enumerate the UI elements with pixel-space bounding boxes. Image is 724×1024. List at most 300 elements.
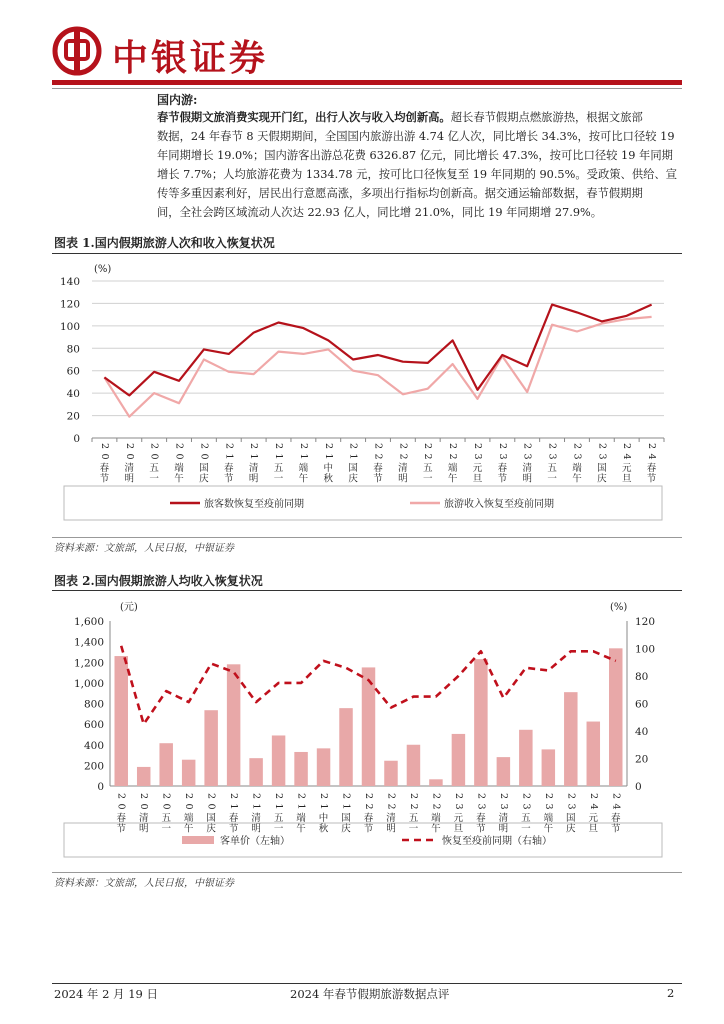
x-tick-label <box>547 443 558 485</box>
x-tick-label-char: 1 <box>318 803 330 810</box>
x-tick-label <box>206 793 217 835</box>
x-tick-label-char: 2 <box>407 792 419 800</box>
x-tick-label-char: 0 <box>115 803 127 810</box>
y-left-tick-label: 1,200 <box>73 657 104 670</box>
y-tick-label: 100 <box>59 320 80 333</box>
x-tick-label-char: 节 <box>476 823 486 835</box>
y-left-axis-unit: (元) <box>120 602 138 613</box>
x-tick-label-char: 端 <box>296 813 306 824</box>
x-tick-label-char: 春 <box>611 813 621 824</box>
x-tick-label <box>565 793 576 835</box>
x-tick-label-char: 2 <box>273 792 285 800</box>
x-tick-label-char: 2 <box>565 792 577 800</box>
x-tick-label-char: 1 <box>250 803 262 810</box>
y-right-tick-label: 60 <box>635 698 649 711</box>
x-tick-label-char: 五 <box>521 813 531 824</box>
x-tick-label <box>543 793 554 835</box>
x-tick-label-char: 午 <box>296 823 306 835</box>
x-tick-label-char: 国 <box>199 463 209 474</box>
x-tick-label-char: 3 <box>497 803 509 810</box>
x-tick-label-char: 2 <box>372 453 384 460</box>
footer-rule <box>52 983 682 984</box>
x-tick-label-char: 午 <box>447 473 458 485</box>
bar-per-capita <box>249 758 262 786</box>
bar-per-capita <box>429 779 442 786</box>
x-tick-label-char: 清 <box>251 813 261 824</box>
x-tick-label-char: 端 <box>183 813 194 824</box>
x-tick-label-char: 2 <box>347 442 359 450</box>
x-tick-label-char: 节 <box>224 473 234 485</box>
legend-label-per-capita: 客单价（左轴） <box>220 836 290 847</box>
x-tick-label-char: 明 <box>498 823 509 835</box>
x-tick-label-char: 2 <box>198 442 210 450</box>
footer-page: 2 <box>667 986 675 1000</box>
x-tick-label-char: 清 <box>398 463 408 474</box>
x-tick-label-char: 2 <box>173 442 185 450</box>
y-left-tick-label: 0 <box>97 781 104 793</box>
bar-per-capita <box>272 735 285 786</box>
x-tick-label-char: 1 <box>228 803 240 810</box>
x-tick-label-char: 午 <box>431 823 441 835</box>
y-right-tick-label: 80 <box>635 671 649 683</box>
x-tick-label-char: 2 <box>621 442 633 450</box>
x-tick-label-char: 端 <box>431 813 441 824</box>
figure1-bottom-rule <box>52 537 682 538</box>
x-tick-label-char: 4 <box>610 803 622 810</box>
x-tick-label <box>397 443 408 485</box>
x-tick-label-char: 2 <box>322 442 334 450</box>
paragraph-line-6: 间，全社会跨区域流动人次达 22.93 亿人，同比增 21.0%，同比 19 年同期增 27.9%。 <box>157 206 603 219</box>
x-tick-label-char: 2 <box>587 792 599 800</box>
figure1-top-rule <box>52 253 682 254</box>
y-tick-label: 60 <box>66 365 80 378</box>
x-tick-label-char: 1 <box>273 453 285 460</box>
x-tick-label-char: 2 <box>496 442 508 450</box>
bar-per-capita <box>452 734 465 786</box>
bar-per-capita <box>317 748 330 786</box>
x-tick-label <box>475 793 486 835</box>
x-tick-label-char: 2 <box>318 792 330 800</box>
x-tick-label-char: 庆 <box>341 823 351 835</box>
x-tick-label <box>447 443 458 485</box>
y-right-tick-label: 40 <box>635 726 649 738</box>
bar-per-capita <box>159 743 172 786</box>
x-tick-label <box>251 793 262 835</box>
x-tick-label-char: 2 <box>295 792 307 800</box>
bar-per-capita <box>497 757 510 786</box>
x-tick-label-char: 国 <box>566 813 576 824</box>
x-tick-label-char: 节 <box>363 823 374 835</box>
y-tick-label: 40 <box>66 388 80 401</box>
x-tick-label-char: 五 <box>149 463 159 474</box>
x-tick-label-char: 春 <box>116 813 126 824</box>
x-tick-label-char: 午 <box>543 823 554 835</box>
x-tick-label-char: 2 <box>148 442 160 450</box>
x-tick-label <box>520 793 531 835</box>
x-tick-label-char: 端 <box>447 463 458 474</box>
x-tick-label-char: 2 <box>407 803 419 810</box>
figure2-chart <box>52 593 682 871</box>
x-tick-label-char: 1 <box>248 453 260 460</box>
x-tick-label <box>422 443 433 485</box>
bank-logo-icon <box>52 26 102 76</box>
x-tick-label-char: 明 <box>398 473 408 485</box>
x-tick-label-char: 端 <box>298 463 309 474</box>
y-left-tick-label: 800 <box>83 698 104 711</box>
company-name: 中银证券 <box>112 38 269 79</box>
x-tick-label-char: 2 <box>447 453 459 460</box>
y-left-tick-label: 400 <box>83 739 104 752</box>
x-tick-label-char: 0 <box>148 453 160 460</box>
x-tick-label-char: 一 <box>273 823 284 835</box>
y-tick-label: 80 <box>66 343 80 356</box>
x-tick-label <box>174 443 185 485</box>
x-tick-label-char: 端 <box>174 463 184 474</box>
x-tick-label-char: 元 <box>453 813 464 824</box>
x-tick-label-char: 明 <box>248 473 259 485</box>
x-tick-label-char: 0 <box>205 803 217 810</box>
x-tick-label-char: 2 <box>115 792 127 800</box>
x-tick-label-char: 庆 <box>348 473 358 485</box>
x-tick-label-char: 节 <box>373 473 383 485</box>
x-tick-label-char: 2 <box>397 453 409 460</box>
x-tick-label-char: 1 <box>297 453 309 460</box>
x-tick-label-char: 旦 <box>453 823 464 835</box>
figure2-top-rule <box>52 590 682 591</box>
x-tick-label-char: 0 <box>160 803 172 810</box>
x-tick-label-char: 一 <box>521 823 531 835</box>
x-tick-label <box>298 443 309 485</box>
x-tick-label-char: 4 <box>646 453 658 460</box>
bar-per-capita <box>339 708 352 786</box>
x-tick-label-char: 清 <box>498 813 509 824</box>
x-tick-label-char: 元 <box>621 463 632 474</box>
bar-per-capita <box>384 761 397 786</box>
bar-per-capita <box>362 667 375 786</box>
x-tick-label-char: 午 <box>183 823 194 835</box>
x-tick-label-char: 3 <box>452 803 464 810</box>
x-tick-label-char: 2 <box>340 792 352 800</box>
bar-per-capita <box>474 659 487 786</box>
y-left-tick-label: 1,400 <box>73 636 104 649</box>
x-tick-label-char: 1 <box>273 803 285 810</box>
x-tick-label-char: 2 <box>430 803 442 810</box>
y-left-tick-label: 200 <box>83 760 104 773</box>
x-tick-label-char: 2 <box>297 442 309 450</box>
x-tick-label <box>610 793 621 835</box>
x-tick-label-char: 2 <box>385 792 397 800</box>
x-tick-label <box>138 793 149 835</box>
x-tick-label <box>248 443 259 485</box>
x-tick-label-char: 旦 <box>588 823 599 835</box>
y-left-tick-label: 1,000 <box>73 677 104 690</box>
x-tick-label <box>430 793 441 835</box>
x-tick-label-char: 春 <box>99 463 110 474</box>
x-tick-label-char: 节 <box>611 823 621 835</box>
x-tick-label-char: 国 <box>206 813 216 824</box>
x-tick-label-char: 2 <box>385 803 397 810</box>
legend-swatch-per-capita <box>182 836 214 844</box>
y-axis-unit: (%) <box>94 264 112 275</box>
y-right-tick-label: 120 <box>635 616 656 628</box>
y-left-tick-label: 1,600 <box>73 616 104 628</box>
x-tick-label <box>497 443 508 485</box>
x-tick-label-char: 午 <box>298 473 309 485</box>
x-tick-label-char: 2 <box>542 792 554 800</box>
x-tick-label-char: 2 <box>422 442 434 450</box>
x-tick-label-char: 端 <box>572 463 582 474</box>
figure2-bottom-rule <box>52 872 682 873</box>
x-tick-label-char: 五 <box>422 463 433 474</box>
x-tick-label-char: 节 <box>116 823 126 835</box>
x-tick-label-char: 旦 <box>621 473 632 485</box>
footer-title: 2024 年春节假期旅游数据点评 <box>290 987 450 1001</box>
y-tick-label: 120 <box>59 298 80 311</box>
x-tick-label-char: 明 <box>522 473 532 485</box>
x-tick-label-char: 清 <box>522 463 532 474</box>
series-revenue-line <box>104 317 651 417</box>
x-tick-label-char: 2 <box>228 792 240 800</box>
x-tick-label <box>385 793 396 835</box>
x-tick-label-char: 2 <box>248 442 260 450</box>
x-tick-label-char: 2 <box>138 792 150 800</box>
x-tick-label-char: 明 <box>138 823 149 835</box>
x-tick-label-char: 2 <box>223 442 235 450</box>
header-rule <box>52 80 682 85</box>
x-tick-label <box>149 443 160 485</box>
x-tick-label <box>273 443 284 485</box>
bar-per-capita <box>182 760 195 786</box>
figure2-title: 图表 2.国内假期旅游人均收入恢复状况 <box>54 574 263 588</box>
x-tick-label <box>198 443 209 485</box>
x-tick-label-char: 庆 <box>206 823 216 835</box>
legend-label-recovery: 恢复至疫前同期（右轴） <box>442 836 552 847</box>
x-tick-label <box>99 443 110 485</box>
x-tick-label <box>588 793 599 835</box>
x-tick-label-char: 2 <box>571 442 583 450</box>
x-tick-label <box>183 793 194 835</box>
bar-per-capita <box>519 730 532 786</box>
x-tick-label-char: 2 <box>610 792 622 800</box>
y-left-tick-label: 600 <box>83 719 104 732</box>
footer-date: 2024 年 2 月 19 日 <box>54 987 158 1001</box>
y-tick-label: 20 <box>66 410 80 423</box>
x-tick-label-char: 3 <box>496 453 508 460</box>
x-tick-label-char: 3 <box>521 453 533 460</box>
paragraph-lead: 春节假期文旅消费实现开门红，出行人次与收入均创新高。 <box>157 110 451 124</box>
x-tick-label <box>498 793 509 835</box>
x-tick-label-char: 2 <box>646 442 658 450</box>
x-tick-label-char: 2 <box>98 442 110 450</box>
x-tick-label-char: 清 <box>248 463 259 474</box>
x-tick-label-char: 1 <box>347 453 359 460</box>
bar-per-capita <box>204 710 217 786</box>
x-tick-label-char: 0 <box>198 453 210 460</box>
x-tick-label-char: 0 <box>183 803 195 810</box>
x-tick-label-char: 春 <box>646 463 657 474</box>
y-right-tick-label: 20 <box>635 753 649 766</box>
x-tick-label-char: 庆 <box>199 473 209 485</box>
paragraph-line-2: 数据，24 年春节 8 天假期期间，全国国内旅游出游 4.74 亿人次，同比增长 34.3%，按可比口径较 19 <box>157 130 675 143</box>
legend-label-visitors: 旅客数恢复至疫前同期 <box>204 499 304 510</box>
x-tick-label <box>408 793 419 835</box>
x-tick-label-char: 2 <box>430 792 442 800</box>
x-tick-label-char: 清 <box>386 813 396 824</box>
x-tick-label-char: 3 <box>565 803 577 810</box>
x-tick-label-char: 4 <box>621 453 633 460</box>
x-tick-label-char: 3 <box>571 453 583 460</box>
x-tick-label <box>296 793 307 835</box>
x-tick-label-char: 明 <box>251 823 261 835</box>
x-tick-label-char: 五 <box>273 463 284 474</box>
x-tick-label <box>228 793 239 835</box>
x-tick-label-char: 清 <box>138 813 149 824</box>
x-tick-label-char: 3 <box>471 453 483 460</box>
x-tick-label-char: 3 <box>546 453 558 460</box>
legend-box <box>64 486 662 520</box>
paragraph-line-4: 增长 7.7%；人均旅游花费为 1334.78 元，按可比口径恢复至 19 年同期的 90.5%。受政策、供给、宣 <box>157 168 678 181</box>
x-tick-label <box>341 793 352 835</box>
x-tick-label-char: 节 <box>228 823 239 835</box>
x-tick-label <box>116 793 127 835</box>
x-tick-label-char: 1 <box>295 803 307 810</box>
x-tick-label-char: 五 <box>273 813 284 824</box>
x-tick-label-char: 午 <box>174 473 184 485</box>
x-tick-label-char: 一 <box>149 473 159 485</box>
x-tick-label-char: 2 <box>475 792 487 800</box>
figure1-title: 图表 1.国内假期旅游人次和收入恢复状况 <box>54 236 275 250</box>
x-tick-label-char: 2 <box>452 792 464 800</box>
bar-per-capita <box>542 749 555 786</box>
x-tick-label-char: 0 <box>123 453 135 460</box>
x-tick-label-char: 节 <box>497 473 508 485</box>
x-tick-label-char: 春 <box>497 463 508 474</box>
x-tick-label-char: 2 <box>160 792 172 800</box>
y-right-tick-label: 100 <box>635 643 656 656</box>
x-tick-label <box>621 443 632 485</box>
figure1-source: 资料来源：文旅部，人民日报，中银证券 <box>54 543 234 554</box>
x-tick-label <box>348 443 359 485</box>
bar-per-capita <box>407 745 420 786</box>
x-tick-label-char: 春 <box>476 813 486 824</box>
x-tick-label-char: 一 <box>273 473 284 485</box>
figure2-source: 资料来源：文旅部，人民日报，中银证券 <box>54 878 234 889</box>
x-tick-label-char: 五 <box>547 463 557 474</box>
x-tick-label <box>596 443 607 485</box>
x-tick-label-char: 0 <box>98 453 110 460</box>
x-tick-label-char: 一 <box>422 473 433 485</box>
x-tick-label-char: 2 <box>497 792 509 800</box>
header-thin-rule <box>52 88 682 89</box>
x-tick-label-char: 春 <box>224 463 234 474</box>
figure1-chart <box>52 256 682 536</box>
paragraph-line-5: 传等多重因素利好，居民出行意愿高涨，多项出行指标均创新高。据交通运输部数据，春节假期期 <box>157 187 643 200</box>
x-tick-label-char: 一 <box>161 823 171 835</box>
x-tick-label <box>453 793 464 835</box>
x-tick-label <box>571 443 582 485</box>
bar-per-capita <box>564 692 577 786</box>
bar-per-capita <box>114 656 127 786</box>
x-tick-label <box>223 443 234 485</box>
paragraph-line-1: 春节假期文旅消费实现开门红，出行人次与收入均创新高。超长春节假期点燃旅游热，根据文旅部 <box>157 110 643 124</box>
x-tick-label-char: 元 <box>588 813 599 824</box>
paragraph-line-3: 年同期增长 19.0%；国内游客出游总花费 6326.87 亿元，同比增长 47.3%，按可比口径较 19 年同期 <box>157 149 673 162</box>
x-tick-label-char: 2 <box>521 442 533 450</box>
x-tick-label-char: 2 <box>250 792 262 800</box>
x-tick-label-char: 2 <box>546 442 558 450</box>
bar-per-capita <box>137 767 150 786</box>
x-tick-label-char: 2 <box>422 453 434 460</box>
y-right-tick-label: 0 <box>635 781 642 793</box>
y-right-axis-unit: (%) <box>610 602 628 613</box>
x-tick-label <box>161 793 172 835</box>
x-tick-label-char: 1 <box>223 453 235 460</box>
x-tick-label-char: 春 <box>373 463 383 474</box>
x-tick-label-char: 1 <box>340 803 352 810</box>
x-tick-label <box>124 443 135 485</box>
x-tick-label <box>522 443 533 485</box>
x-tick-label <box>318 793 329 835</box>
x-tick-label-char: 2 <box>123 442 135 450</box>
x-tick-label-char: 中 <box>323 463 334 474</box>
x-tick-label-char: 2 <box>363 803 374 810</box>
x-tick-label-char: 明 <box>386 823 396 835</box>
x-tick-label-char: 2 <box>447 442 459 450</box>
y-tick-label: 140 <box>59 276 80 288</box>
x-tick-label-char: 春 <box>363 813 374 824</box>
body-paragraph <box>157 108 681 222</box>
x-tick-label <box>472 443 483 485</box>
x-tick-label-char: 清 <box>124 463 135 474</box>
x-tick-label-char: 元 <box>472 463 483 474</box>
x-tick-label-char: 2 <box>205 792 217 800</box>
bar-per-capita <box>609 648 622 786</box>
x-tick-label-char: 中 <box>318 813 329 824</box>
x-tick-label-char: 国 <box>597 463 607 474</box>
bar-per-capita <box>587 722 600 786</box>
x-tick-label <box>373 443 384 485</box>
x-tick-label-char: 节 <box>646 473 657 485</box>
x-tick-label-char: 旦 <box>472 473 483 485</box>
x-tick-label-char: 4 <box>587 803 599 810</box>
x-tick-label-char: 五 <box>161 813 171 824</box>
x-tick-label-char: 庆 <box>566 823 576 835</box>
x-tick-label-char: 春 <box>228 813 239 824</box>
section-title: 国内游: <box>157 93 198 107</box>
x-tick-label-char: 秋 <box>323 473 334 485</box>
x-tick-label-char: 0 <box>138 803 150 810</box>
x-tick-label-char: 2 <box>183 792 195 800</box>
x-tick-label-char: 一 <box>408 823 419 835</box>
x-tick-label-char: 端 <box>543 813 554 824</box>
x-tick-label-char: 国 <box>348 463 358 474</box>
x-tick-label-char: 2 <box>471 442 483 450</box>
y-tick-label: 0 <box>73 433 80 445</box>
x-tick-label-char: 国 <box>341 813 351 824</box>
x-tick-label <box>646 443 657 485</box>
x-tick-label <box>363 793 374 835</box>
x-tick-label-char: 2 <box>363 792 374 800</box>
x-tick-label-char: 庆 <box>597 473 607 485</box>
x-tick-label-char: 0 <box>173 453 185 460</box>
x-tick-label-char: 2 <box>372 442 384 450</box>
bar-per-capita <box>294 752 307 786</box>
x-tick-label-char: 2 <box>520 792 532 800</box>
series-visitors-line <box>104 305 651 396</box>
x-tick-label-char: 3 <box>520 803 532 810</box>
x-tick-label-char: 秋 <box>318 823 329 835</box>
x-tick-label-char: 2 <box>273 442 285 450</box>
